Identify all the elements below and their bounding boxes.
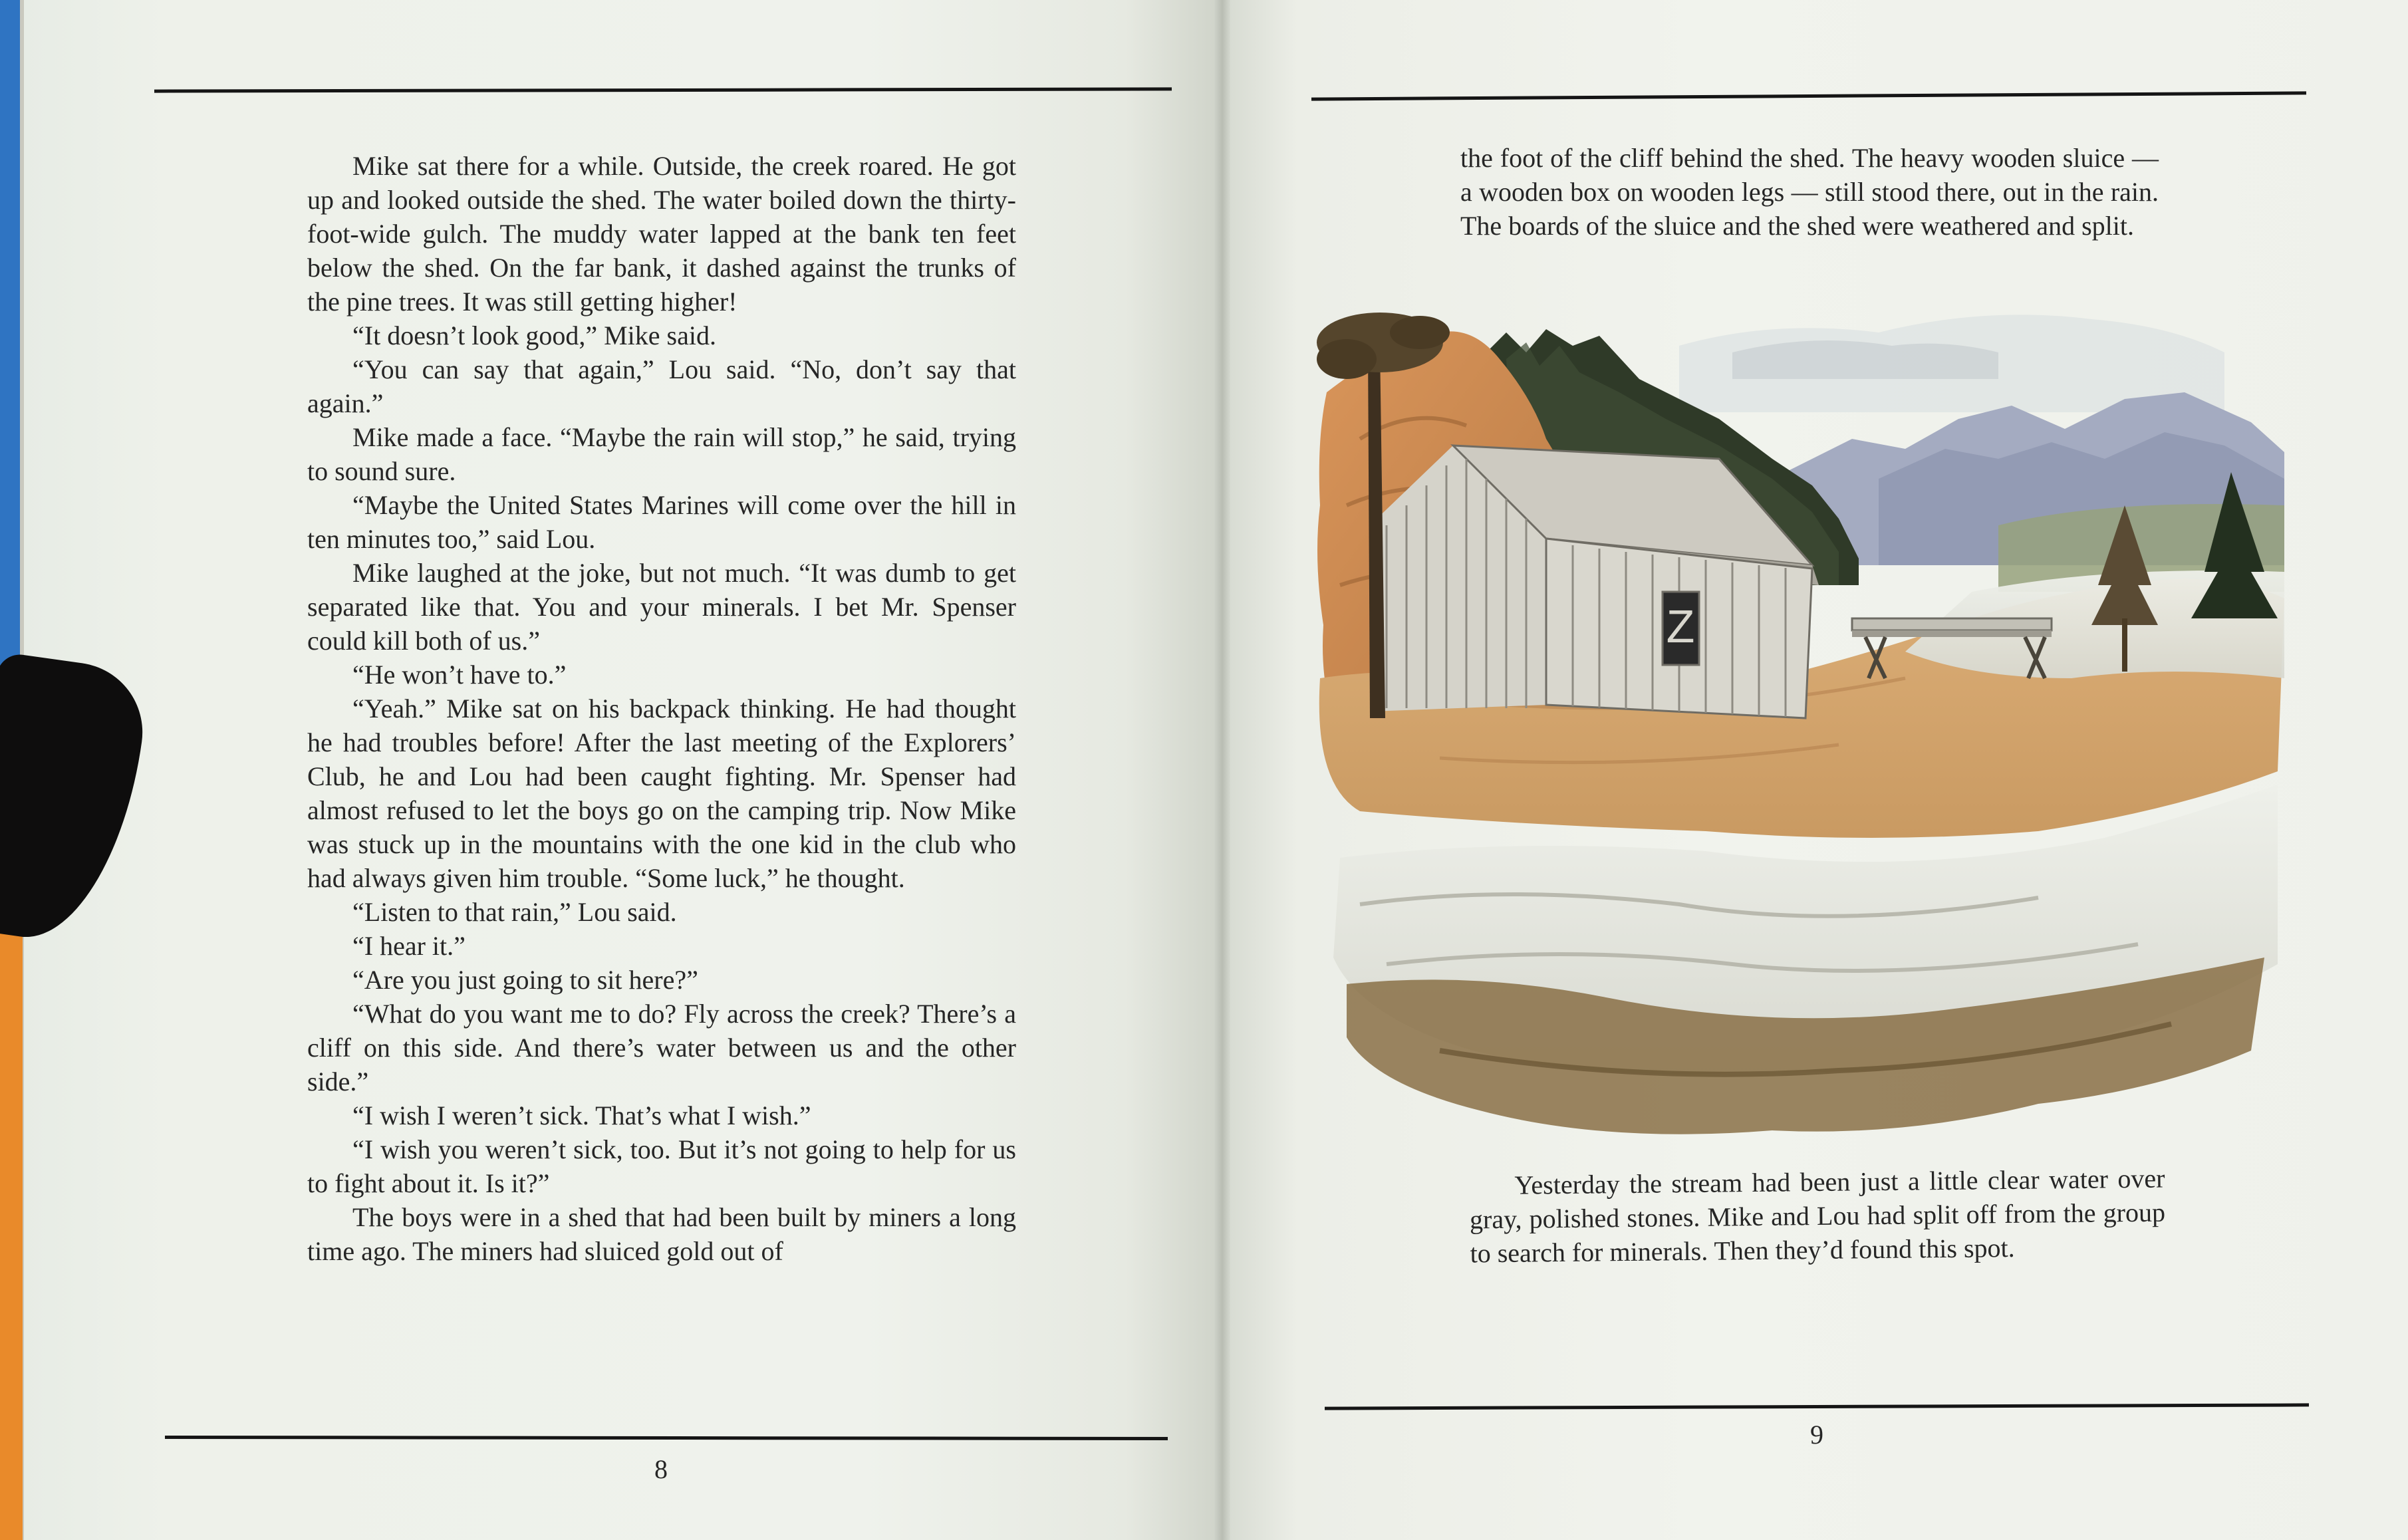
left-page-text bbox=[307, 149, 1016, 1268]
shed-sign: Z bbox=[1666, 600, 1695, 652]
paragraph: Mike sat there for a while. Outside, the creek roared. He got up and looked outside the shed. The water boiled down the thirty-foot-wide gulch. The muddy water lapped at the bank ten feet below the shed. On the far bank, it dashed against the trunks of the pine trees. It was still getting higher! bbox=[307, 151, 1016, 317]
shed-illustration bbox=[1307, 306, 2291, 1150]
paragraph: “Listen to that rain,” Lou said. bbox=[352, 897, 677, 927]
book-gutter bbox=[1214, 0, 1230, 1540]
paragraph: the foot of the cliff behind the shed. The heavy wooden sluice — a wooden box on wooden legs — still stood there, out in the rain. The boards of the sluice and the shed were weathered and split. bbox=[1460, 143, 2159, 241]
paragraph: “It doesn’t look good,” Mike said. bbox=[352, 321, 716, 350]
paragraph: “Yeah.” Mike sat on his backpack thinking. He had thought he had troubles before! After the last meeting of the Explorers’ Club, he and Lou had been caught fighting. Mr. Spenser had almost refused to let the boys go on the camping trip. Now Mike was stuck up in the mountains with the one kid in the club who had always given him trouble. “Some luck,” he thought. bbox=[307, 694, 1016, 893]
right-page-top-text bbox=[1460, 141, 2159, 243]
paragraph: Mike laughed at the joke, but not much. “It was dumb to get separated like that. You and your minerals. I bet Mr. Spenser could kill both of us.” bbox=[307, 558, 1016, 656]
paragraph: “What do you want me to do? Fly across the creek? There’s a cliff on this side. And there’s water between us and the other side.” bbox=[307, 999, 1016, 1096]
paragraph: “I wish I weren’t sick. That’s what I wish.” bbox=[352, 1100, 811, 1130]
paragraph: “You can say that again,” Lou said. “No, don’t say that again.” bbox=[307, 354, 1016, 418]
paragraph: “He won’t have to.” bbox=[352, 660, 567, 690]
paragraph: “Maybe the United States Marines will come over the hill in ten minutes too,” said Lou. bbox=[307, 490, 1016, 554]
paragraph: “I hear it.” bbox=[352, 931, 466, 961]
paragraph: Yesterday the stream had been just a little clear water over gray, polished stones. Mike and Lou had split off from the group to search for minerals. Then they’d found this spot. bbox=[1469, 1163, 2166, 1269]
paragraph: Mike made a face. “Maybe the rain will stop,” he said, trying to sound sure. bbox=[307, 422, 1016, 486]
book-cover-edge bbox=[0, 0, 20, 672]
page-number-left: 8 bbox=[654, 1454, 668, 1484]
paragraph: “Are you just going to sit here?” bbox=[352, 965, 698, 995]
right-page-bottom-text bbox=[1469, 1162, 2166, 1271]
paragraph: The boys were in a shed that had been built by miners a long time ago. The miners had sluiced gold out of bbox=[307, 1202, 1016, 1266]
paragraph: “I wish you weren’t sick, too. But it’s not going to help for us to fight about it. Is it?” bbox=[307, 1134, 1016, 1198]
page-number-right: 9 bbox=[1810, 1420, 1823, 1450]
